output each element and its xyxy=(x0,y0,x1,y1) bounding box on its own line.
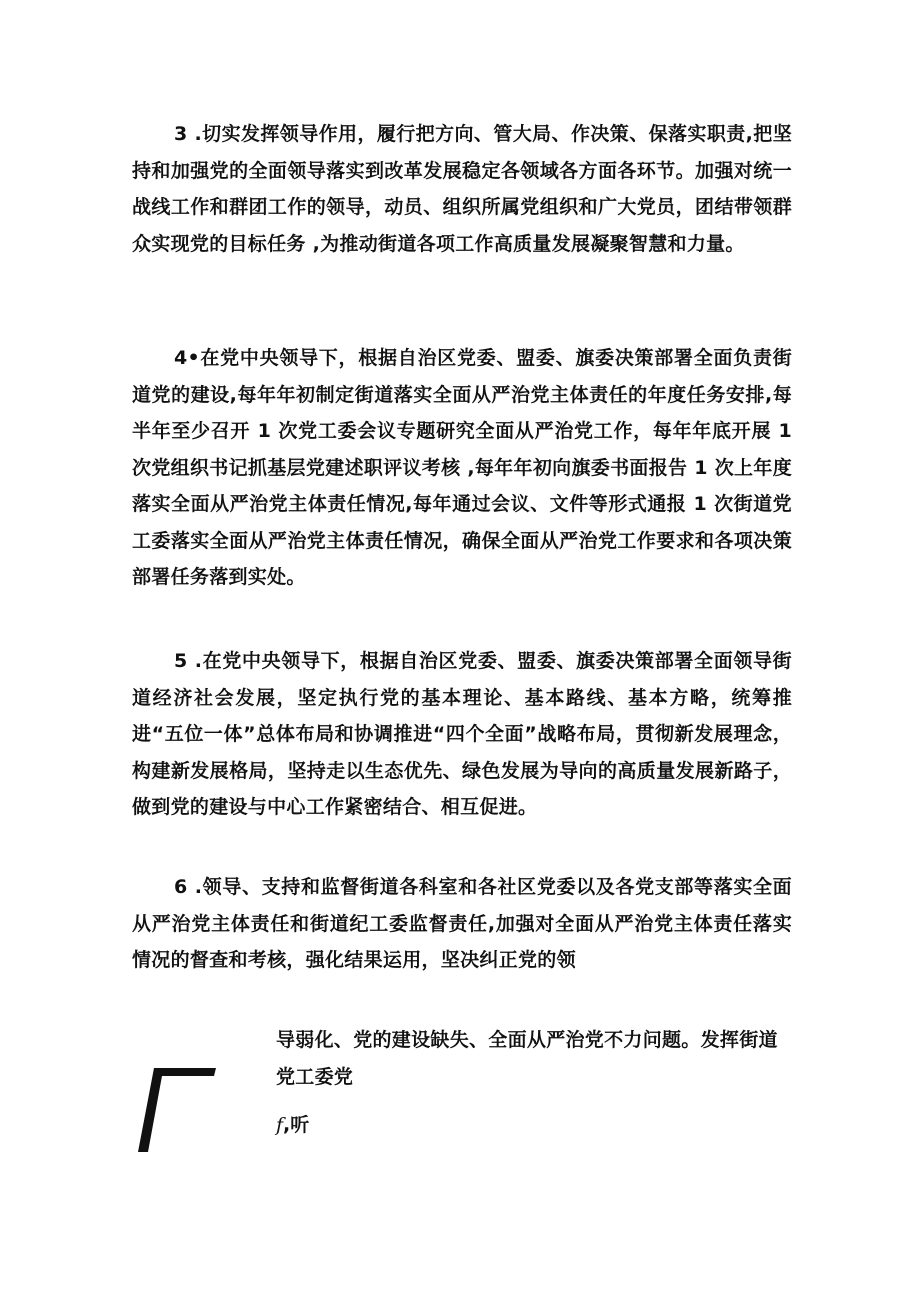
paragraph-4: 4•在党中央领导下，根据自治区党委、盟委、旗委决策部署全面负责街道党的建设,每年年初制定街道落实全面从严治党主体责任的年度任务安排,每半年至少召开 1 次党工委会议专题研究全面从严治党工作，每年年底开展 1 次党组织书记抓基层党建述职评议考核 ,每年年初向旗委书面报告 1 次上年度落实全面从严治党主体责任情况,每年通过会议、文件等形式通报 1 次街道党工委落实全面从严治党主体责任情况，确保全面从严治党工作要求和各项决策部署任务落到实处。 xyxy=(132,347,792,588)
paragraph-6: 6 .领导、支持和监督街道各科室和各社区党委以及各党支部等落实全面从严治党主体责任和街道纪工委监督责任,加强对全面从严治党主体责任落实情况的督查和考核，强化结果运用，坚决纠正党的领 xyxy=(132,876,792,971)
paragraph-3: 3 .切实发挥领导作用，履行把方向、管大局、作决策、保落实职责,把坚持和加强党的全面领导落实到改革发展稳定各领域各方面各环节。加强对统一战线工作和群团工作的领导，动员、组织所属党组织和广大党员，团结带领群众实现党的目标任务 ,为推动街道各项工作高质量发展凝聚智慧和力量。 xyxy=(132,123,792,255)
corner-bracket-mark xyxy=(138,1068,218,1152)
paragraph-5: 5 .在党中央领导下，根据自治区党委、盟委、旗委决策部署全面领导街道经济社会发展，坚定执行党的基本理论、基本路线、基本方略，统筹推进“五位一体”总体布局和协调推进“四个全面”战略布局，贯彻新发展理念，构建新发展格局，坚持走以生态优先、绿色发展为导向的高质量发展新路子，做到党的建设与中心工作紧密结合、相互促进。 xyxy=(132,650,792,818)
text-fragment xyxy=(276,1107,309,1143)
fragment-rest: ,听 xyxy=(283,1114,310,1136)
fragment-italic: f xyxy=(276,1114,284,1136)
paragraph-continuation: 导弱化、党的建设缺失、全面从严治党不力问题。发挥街道党工委党 xyxy=(276,1029,778,1088)
